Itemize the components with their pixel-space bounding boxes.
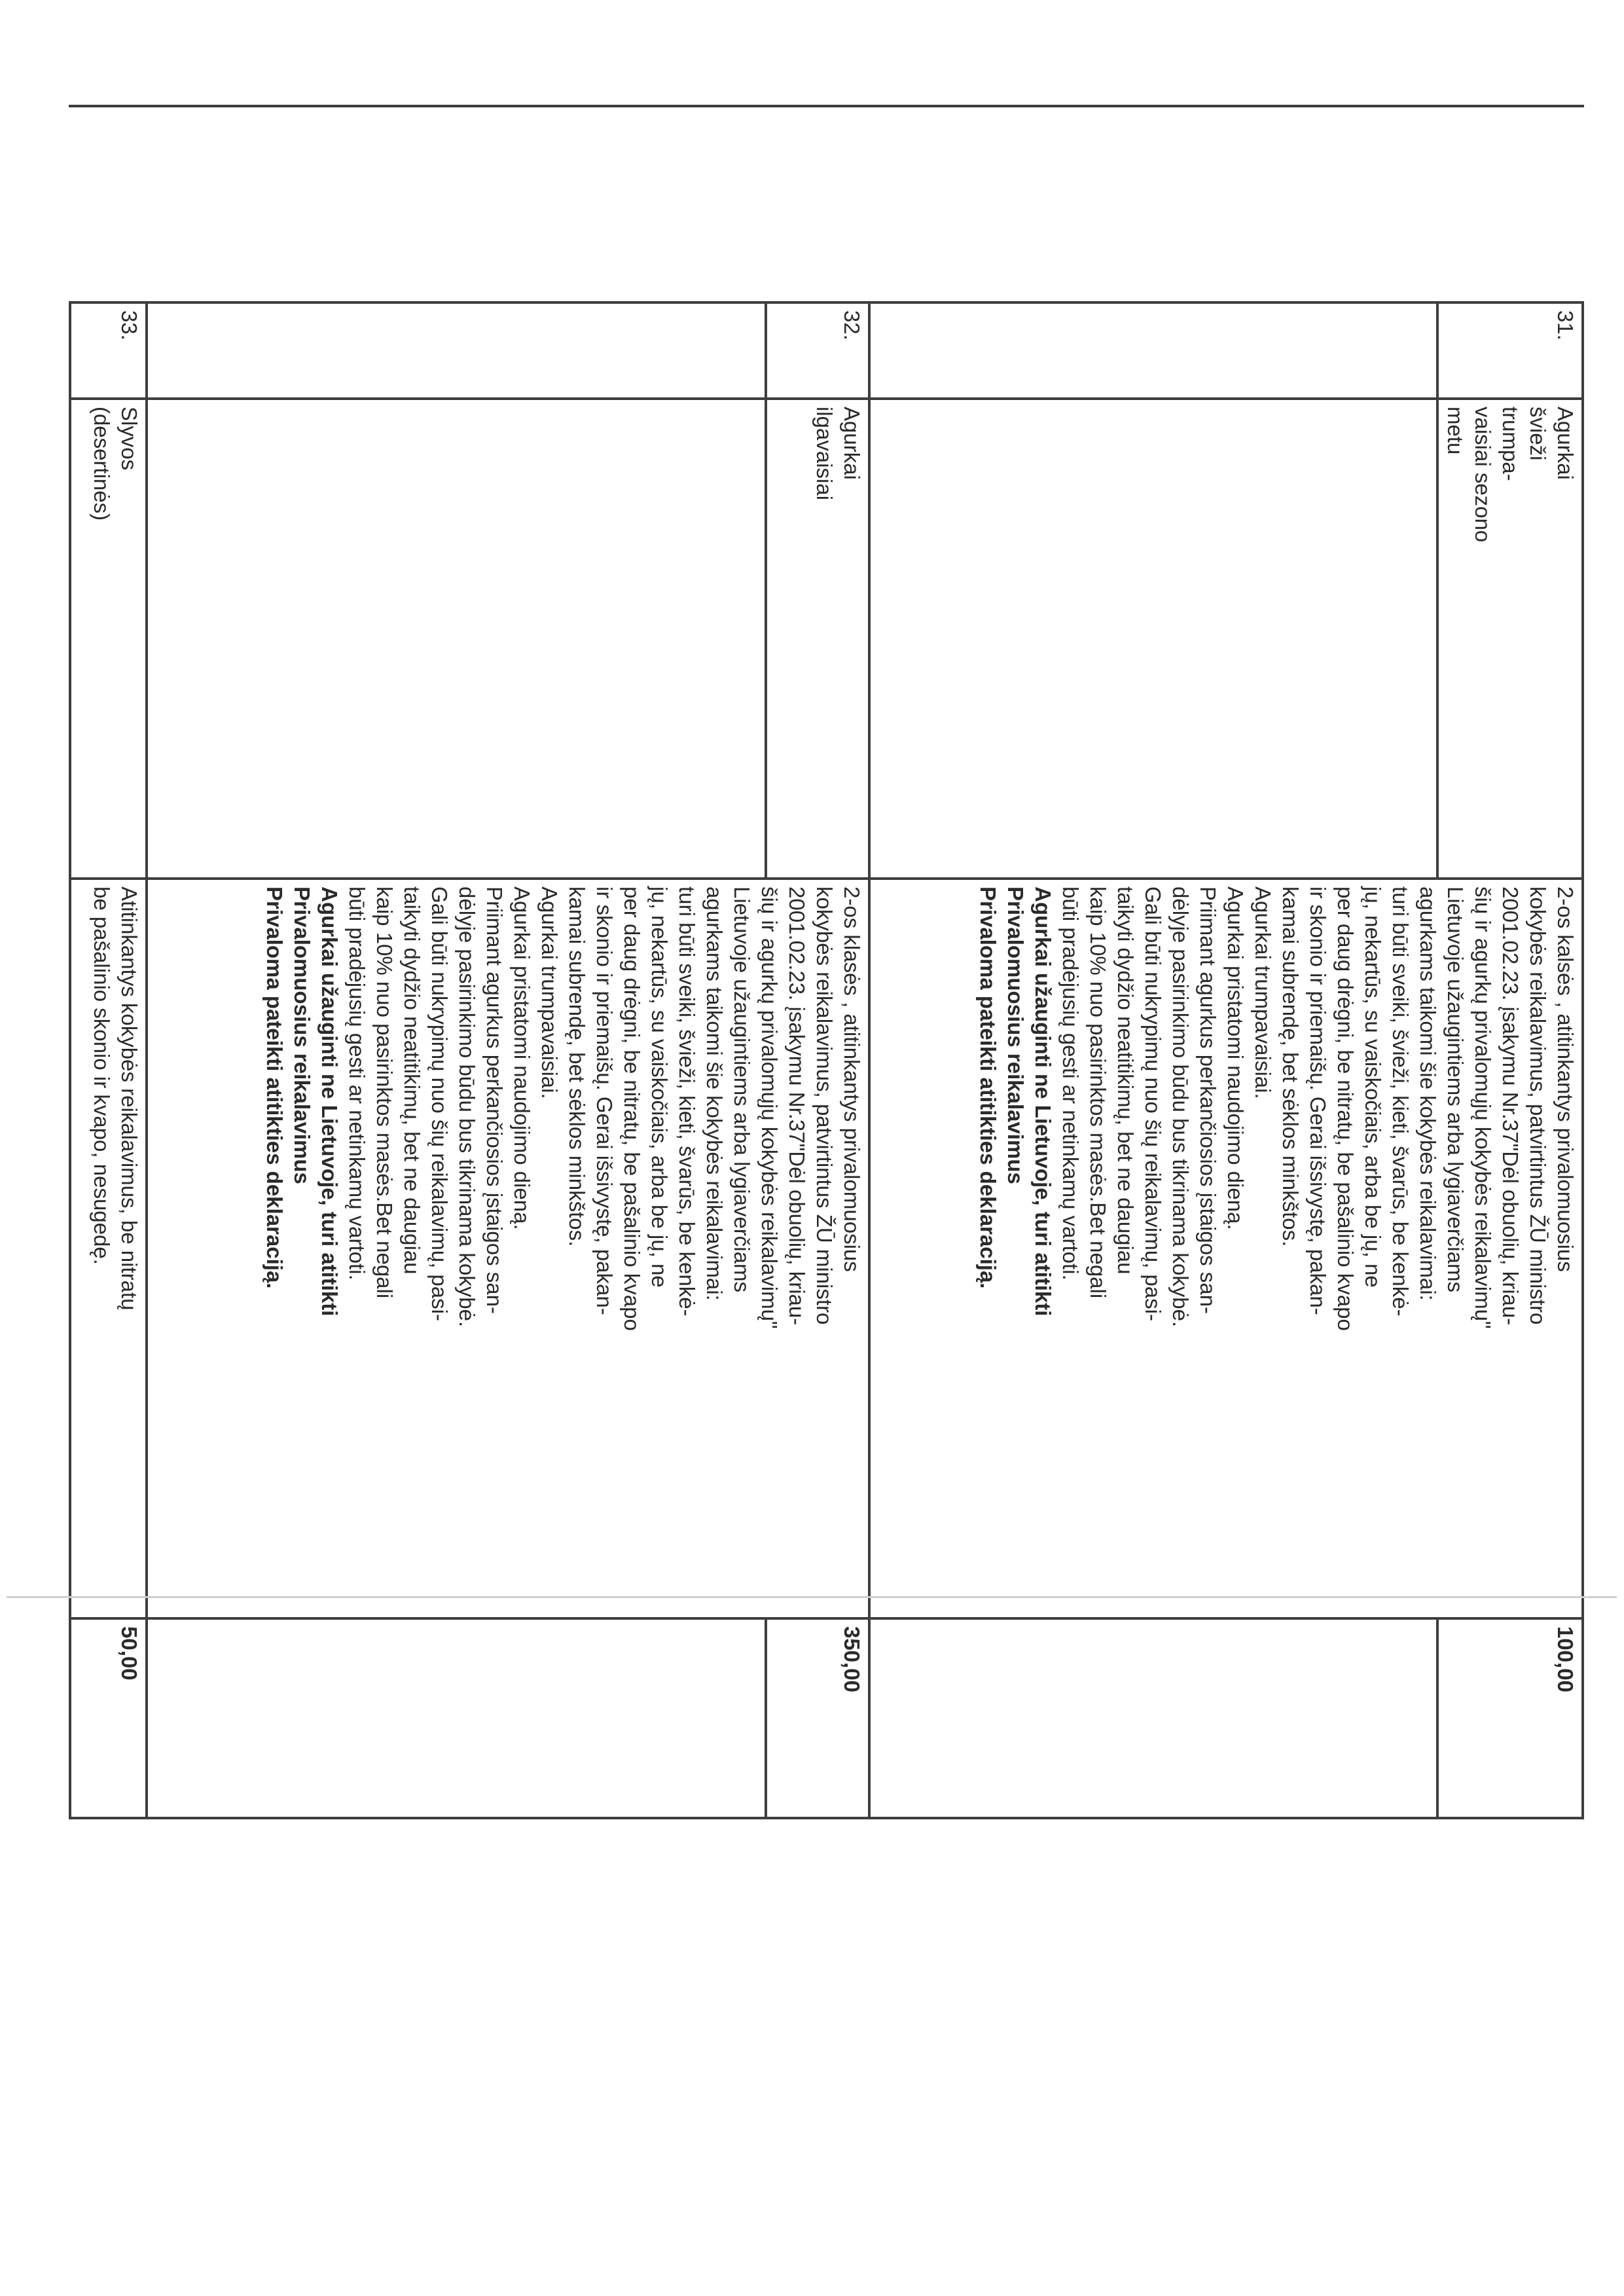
requirement-line: Gali būti nukrypimų nuo šių reikalavimų, pasi- <box>427 886 452 1321</box>
empty-cell <box>147 399 766 879</box>
requirement-line: dėlyje pasirinkimo būdu bus tikrinama kokybė. <box>454 886 479 1328</box>
requirement-line-bold: Agurkai užauginti ne Lietuvoje, turi atitikti <box>317 886 342 1317</box>
requirement-line: būti pradėjusių gesti ar netinkamų vartoti. <box>1058 886 1083 1281</box>
table-row-32 <box>766 302 869 1818</box>
requirement-line: kamai subrendę, bet sėklos minkštos. <box>564 886 589 1247</box>
requirement-line-bold: Privalomuosius reikalavimus <box>1003 886 1028 1184</box>
requirement-line: Agurkai pristatomi naudojimo dieną. <box>509 886 534 1230</box>
price-value: 50,00 <box>70 1618 147 1818</box>
table-row-31 <box>1437 302 1583 1818</box>
requirement-line-bold: Agurkai užauginti ne Lietuvoje, turi atitikti <box>1031 886 1055 1317</box>
requirement-line: 2001.02.23. įsakymu Nr.37"Dėl obuolių, kriau- <box>1498 886 1523 1326</box>
requirement-line: Lietuvoje užaugintiems arba lygiaverčiams <box>729 886 754 1292</box>
requirement-line: Atitinkantys kokybės reikalavimus, be nitratų <box>117 886 141 1311</box>
requirement-line: per daug drėgni, be nitratų, be pašalinio kvapo <box>619 886 644 1331</box>
row-number: 31. <box>1437 302 1583 399</box>
price-value: 350,00 <box>766 1618 869 1818</box>
product-name: Agurkai ilgavaisiai <box>766 399 869 879</box>
requirement-line: taikyti dydžio neatitikimų, bet ne daugiau <box>399 886 424 1275</box>
requirement-line: dėlyje pasirinkimo būdu bus tikrinama kokybė. <box>1168 886 1193 1328</box>
requirements-table <box>69 301 1584 1819</box>
top-rule <box>69 105 1584 107</box>
product-requirements <box>147 879 869 1618</box>
empty-cell <box>147 1618 766 1818</box>
requirement-line: Priimant agurkus perkančiosios įstaigos san- <box>482 886 507 1314</box>
product-requirements <box>70 879 147 1618</box>
empty-cell <box>869 302 1437 399</box>
rotated-table-wrapper <box>69 301 1584 1692</box>
requirement-line: jų, nekartūs, su vaiskočiais, arba be jų, ne <box>647 886 672 1288</box>
requirement-line: per daug drėgni, be nitratų, be pašalinio kvapo <box>1333 886 1358 1331</box>
requirement-line: Lietuvoje užaugintiems arba lygiaverčiams <box>1443 886 1468 1292</box>
requirement-line: jų, nekartūs, su vaiskočiais, arba be jų, ne <box>1361 886 1385 1288</box>
requirement-line: šių ir agurkų privalomųjų kokybės reikalavimų" <box>1471 886 1495 1329</box>
row-number: 32. <box>766 302 869 399</box>
requirement-line-bold: Privalomuosius reikalavimus <box>289 886 314 1184</box>
requirement-line: kokybės reikalavimus, patvirtintus ŽŪ ministro <box>1526 886 1550 1325</box>
price-value: 100,00 <box>1437 1618 1583 1818</box>
requirement-line: kaip 10% nuo pasirinktos masės.Bet negali <box>372 886 397 1299</box>
empty-cell <box>869 399 1437 879</box>
requirement-line: 2001.02.23. įsakymu Nr.37"Dėl obuolių, kriau- <box>784 886 809 1326</box>
requirement-line: be pašalinio skonio ir kvapo, nesugedę. <box>89 886 114 1265</box>
requirement-line-bold: Privaloma pateikti atitikties deklaraciją. <box>262 886 287 1289</box>
table-row-33 <box>70 302 147 1818</box>
requirement-line: Agurkai trumpavaisiai. <box>537 886 562 1099</box>
requirement-line: ir skonio ir priemaišų. Gerai išsivystę, pakan- <box>1306 886 1330 1315</box>
product-requirements <box>869 879 1583 1618</box>
requirement-line: kaip 10% nuo pasirinktos masės.Bet negali <box>1086 886 1110 1299</box>
requirement-line: agurkams taikomi šie kokybės reikalavimai: <box>1416 886 1440 1301</box>
requirement-line: Gali būti nukrypimų nuo šių reikalavimų, pasi- <box>1141 886 1165 1321</box>
requirement-line: kokybės reikalavimus, patvirtintus ŽŪ ministro <box>812 886 837 1325</box>
requirement-line: 2-os klasės , atitinkantys privalomuosius <box>839 886 864 1272</box>
product-name: Agurkai švieži trumpa- vaisiai sezono metu <box>1437 399 1583 879</box>
requirement-line: taikyti dydžio neatitikimų, bet ne daugiau <box>1113 886 1138 1275</box>
requirement-line: kamai subrendę, bet sėklos minkštos. <box>1278 886 1303 1247</box>
empty-cell <box>147 302 766 399</box>
requirement-line: Agurkai trumpavaisiai. <box>1251 886 1275 1099</box>
requirement-line: turi būti sveiki, švieži, kieti, švarūs, be kenkė- <box>1388 886 1413 1317</box>
requirement-line: agurkams taikomi šie kokybės reikalavimai: <box>702 886 727 1301</box>
requirement-line: 2-os kalsės , atitinkantys privalomuosius <box>1553 886 1578 1272</box>
requirement-line: Agurkai pristatomi naudojimo dieną. <box>1223 886 1248 1230</box>
requirement-line: ir skonio ir priemaišų. Gerai išsivystę, pakan- <box>592 886 617 1315</box>
row-number: 33. <box>70 302 147 399</box>
requirement-line: turi būti sveiki, švieži, kieti, švarūs, be kenkė- <box>674 886 699 1317</box>
requirement-line: Priimant agurkus perkančiosios įstaigos san- <box>1196 886 1220 1314</box>
product-name: Slyvos (desertinės) <box>70 399 147 879</box>
bottom-rule <box>7 1596 1617 1598</box>
empty-cell <box>869 1618 1437 1818</box>
requirement-line: šių ir agurkų privalomųjų kokybės reikalavimų" <box>757 886 782 1329</box>
requirement-line: būti pradėjusių gesti ar netinkamų vartoti. <box>344 886 369 1281</box>
requirement-line-bold: Privaloma pateikti atitikties deklaraciją. <box>976 886 1000 1289</box>
